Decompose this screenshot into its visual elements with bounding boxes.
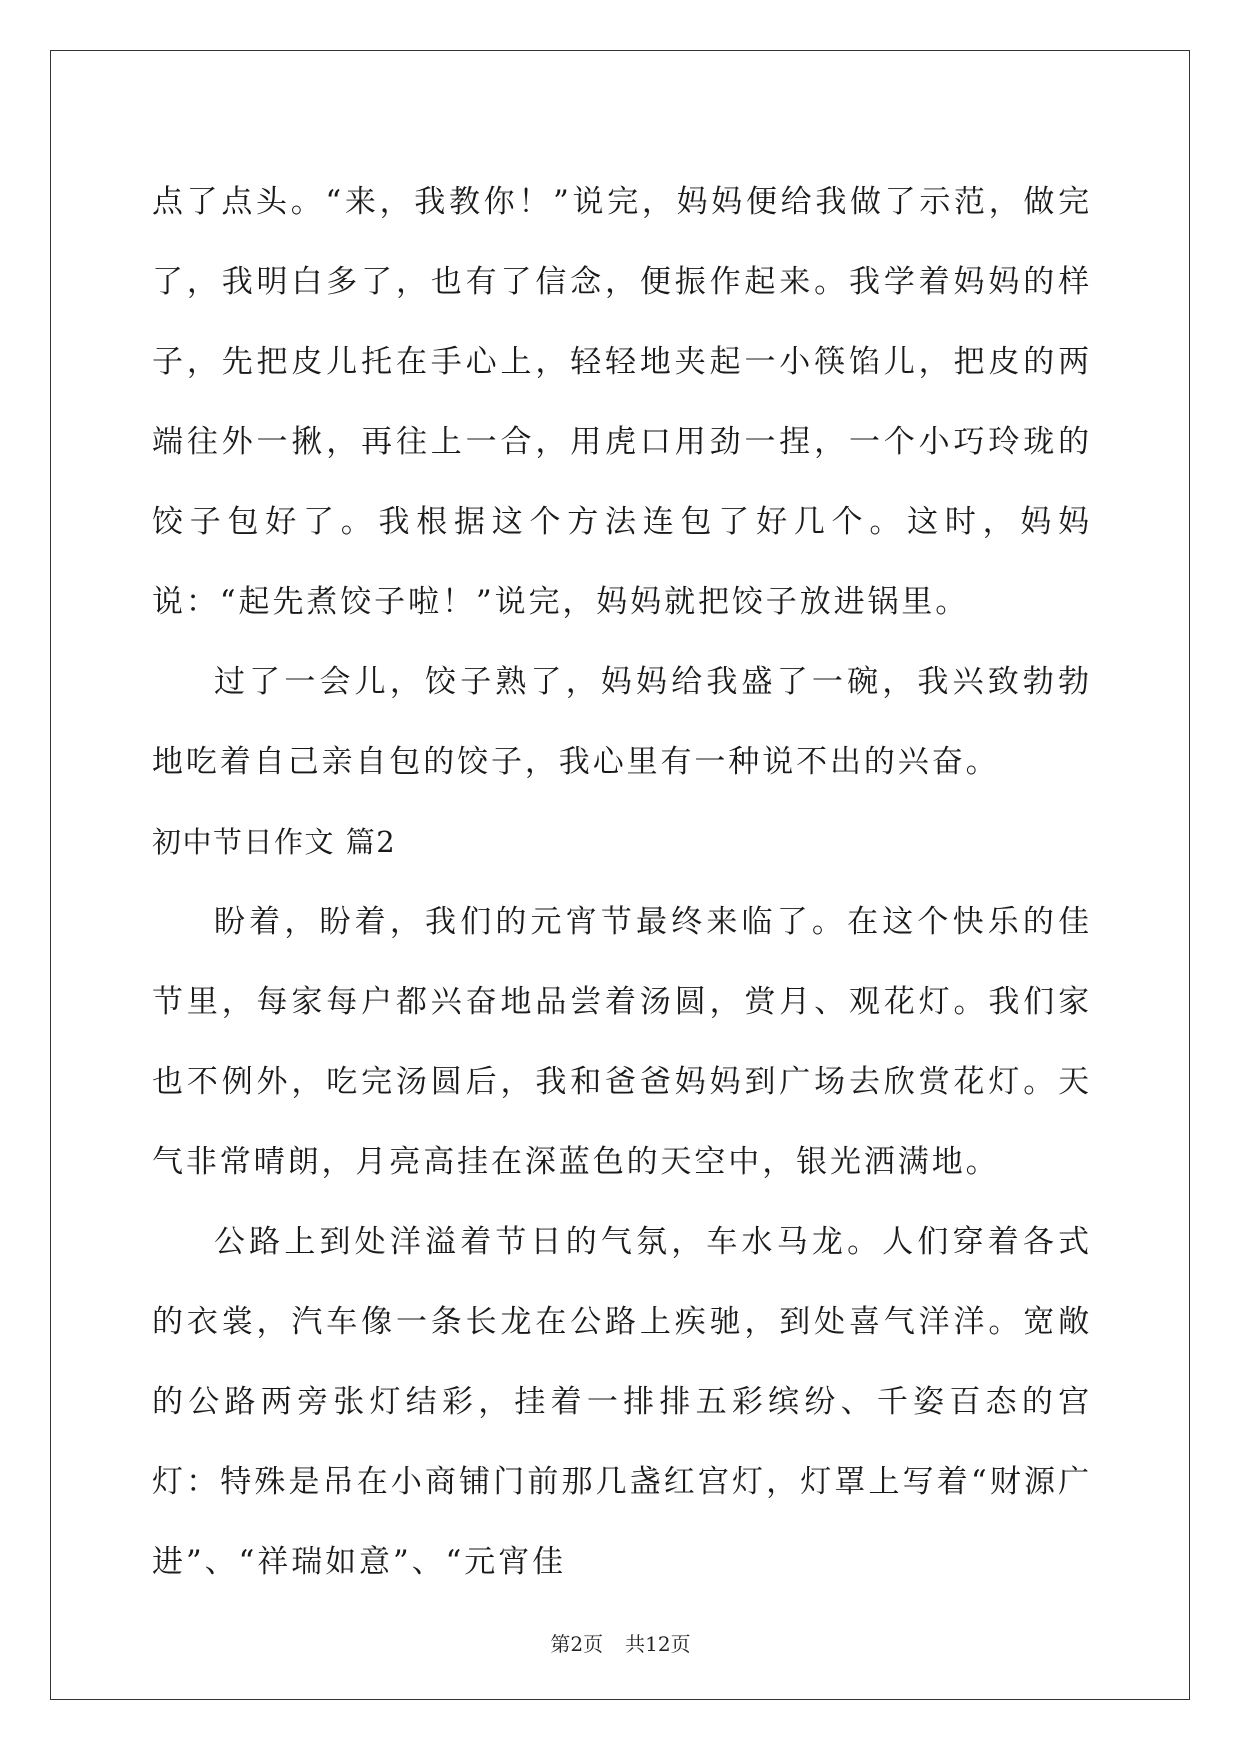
paragraph: 盼着，盼着，我们的元宵节最终来临了。在这个快乐的佳节里，每家每户都兴奋地品尝着汤圆，赏月、观花灯。我们家也不例外，吃完汤圆后，我和爸爸妈妈到广场去欣赏花灯。天气非常晴朗，月亮高挂在深蓝色的天空中，银光洒满地。 [152, 904, 1092, 1180]
page-footer [0, 1628, 1241, 1657]
document-body [152, 162, 1092, 1602]
paragraph: 过了一会儿，饺子熟了，妈妈给我盛了一碗，我兴致勃勃地吃着自己亲自包的饺子，我心里有一种说不出的兴奋。 [152, 664, 1092, 780]
section-heading: 初中节日作文 篇2 [152, 825, 397, 859]
page-number: 第2页 [550, 1632, 604, 1656]
paragraph: 公路上到处洋溢着节日的气氛，车水马龙。人们穿着各式的衣裳，汽车像一条长龙在公路上疾驰，到处喜气洋洋。宽敞的公路两旁张灯结彩，挂着一排排五彩缤纷、千姿百态的宫灯：特殊是吊在小商铺门前那几盏红宫灯，灯罩上写着“财源广进”、“祥瑞如意”、“元宵佳 [152, 1224, 1092, 1580]
paragraph: 点了点头。“来，我教你！”说完，妈妈便给我做了示范，做完了，我明白多了，也有了信念，便振作起来。我学着妈妈的样子，先把皮儿托在手心上，轻轻地夹起一小筷馅儿，把皮的两端往外一揪，再往上一合，用虎口用劲一捏，一个小巧玲珑的饺子包好了。我根据这个方法连包了好几个。这时，妈妈说：“起先煮饺子啦！”说完，妈妈就把饺子放进锅里。 [152, 184, 1092, 620]
page-total: 共12页 [625, 1632, 691, 1656]
